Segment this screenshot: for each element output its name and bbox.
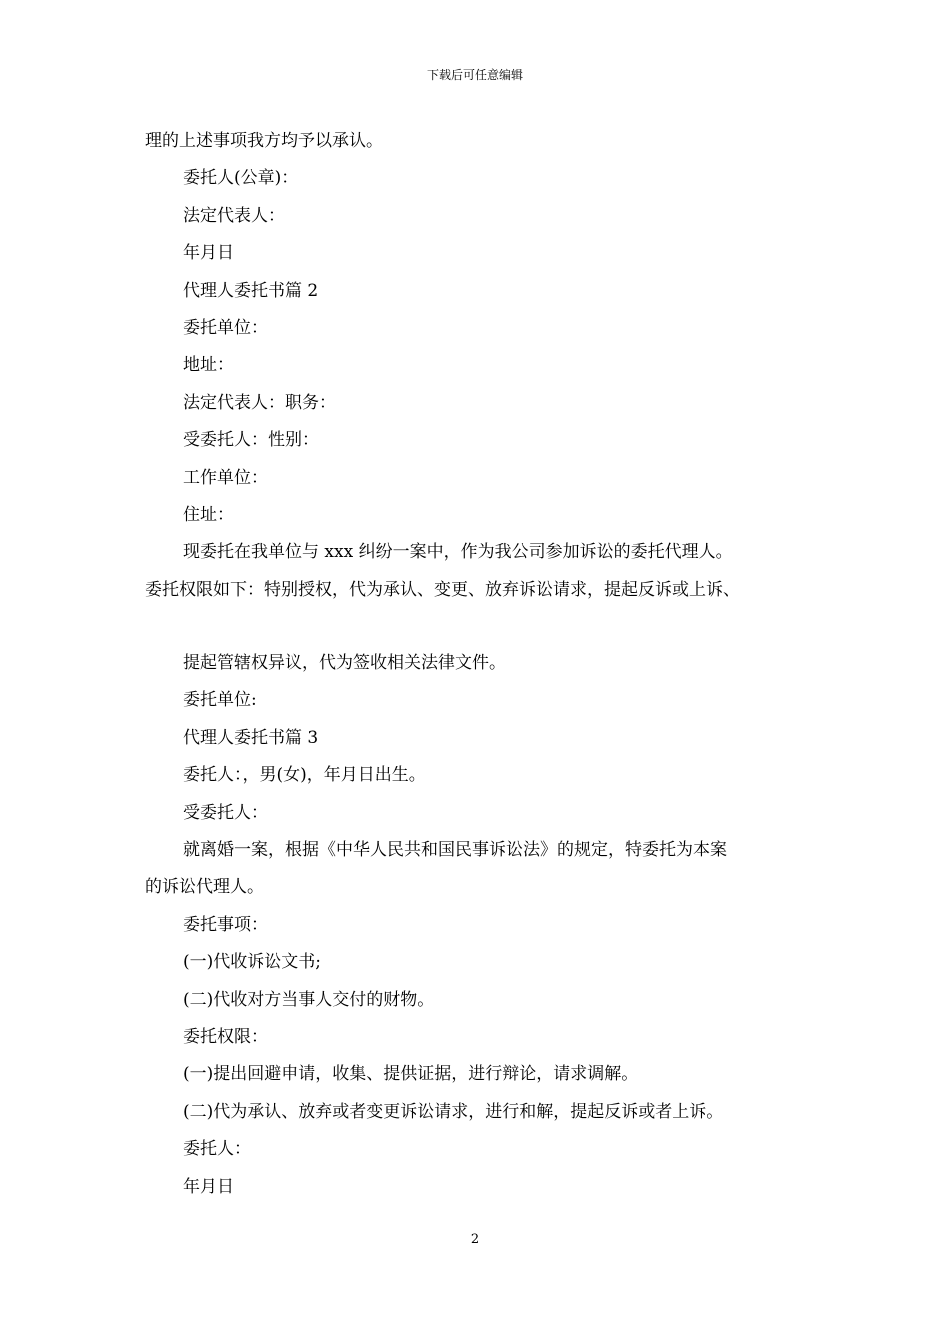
text-line: 就离婚一案，根据《中华人民共和国民事诉讼法》的规定，特委托为本案: [183, 840, 727, 861]
text-line: 的诉讼代理人。: [145, 877, 264, 898]
paragraph-gap: [145, 609, 835, 645]
text-line: 法定代表人：: [183, 205, 285, 226]
text-line: 委托单位：: [183, 317, 268, 338]
text-line: 委托人：，男(女)，年月日出生。: [183, 765, 426, 786]
text-line: (一)提出回避申请，收集、提供证据，进行辩论，请求调解。: [183, 1064, 639, 1085]
section-title: 代理人委托书篇 2: [183, 280, 319, 301]
text-line: 工作单位：: [183, 467, 268, 488]
text-line: 年月日: [183, 243, 234, 264]
text-line: 委托事项：: [183, 914, 268, 935]
text-line: 住址：: [183, 504, 234, 525]
text-line: 受委托人：性别：: [183, 430, 319, 451]
page-header: 下载后可任意编辑: [426, 68, 523, 82]
text-line: 委托人：: [183, 1139, 251, 1160]
document-body: [145, 123, 835, 1206]
text-line: 理的上述事项我方均予以承认。: [145, 131, 383, 151]
text-line: 委托权限如下：特别授权，代为承认、变更、放弃诉讼请求，提起反诉或上诉、: [145, 579, 740, 600]
text-line: 委托权限：: [183, 1026, 268, 1047]
text-line: (二)代为承认、放弃或者变更诉讼请求，进行和解，提起反诉或者上诉。: [183, 1101, 724, 1122]
text-line: 提起管辖权异议，代为签收相关法律文件。: [183, 653, 506, 674]
text-line: 地址：: [183, 355, 234, 376]
section-title: 代理人委托书篇 3: [183, 727, 319, 748]
text-line: 法定代表人：职务：: [183, 392, 336, 413]
text-line: (一)代收诉讼文书;: [183, 952, 321, 973]
text-line: (二)代收对方当事人交付的财物。: [183, 989, 435, 1010]
text-line: 受委托人：: [183, 802, 268, 823]
page-number: 2: [470, 1232, 480, 1247]
text-line: 委托人(公章)：: [183, 168, 299, 189]
text-line: 委托单位:: [183, 690, 257, 711]
text-line: 现委托在我单位与 xxx 纠纷一案中，作为我公司参加诉讼的委托代理人。: [183, 542, 733, 563]
text-line: 年月日: [183, 1176, 234, 1197]
